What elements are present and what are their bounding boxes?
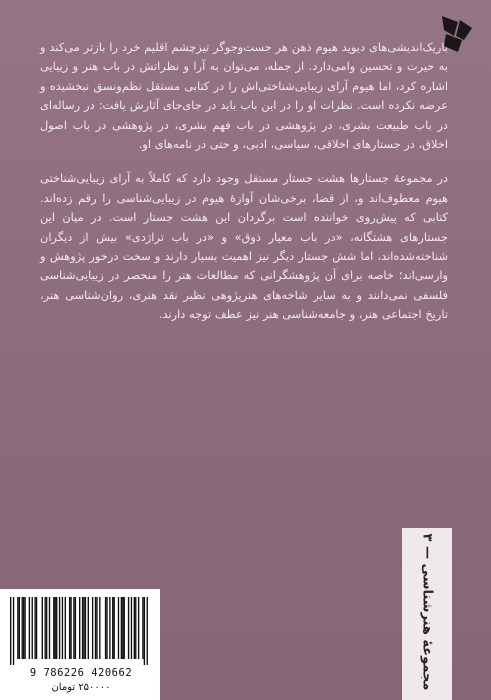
barcode-bar: [10, 597, 11, 665]
barcode-bar: [55, 597, 56, 659]
barcode-bar: [124, 597, 125, 659]
barcode-bar: [42, 597, 43, 659]
blurb-paragraph-2: در مجموعهٔ جستارها هشت جستار مستقل وجود دارد که کاملاً به آرای زیبایی‌شناختی هیوم معطوف‌اند و، از قضا، برخی‌شان آوازهٔ هیوم در زیبایی‌شناسی را رقم زده‌اند. کتابی که پیش‌روی خواننده است برگردان این هشت جستار است. در میان این جستارهای هشتگانه، «در باب معیار ذوق» و «در باب تراژدی» بیش از دیگران شناخته‌شده‌اند، اما شش جستار دیگر نیز اهمیت بسیار دارند و سخت درخور پژوهش و وارسی‌اند؛ خاصه برای آن پژوهشگرانی که مطالعات هنر را منحصر در زیبایی‌شناسی فلسفی نمی‌دانند و به سایر شاخه‌های هنرپژوهی نظیر نقد هنری، روان‌شناسی هنر، تاریخ اجتماعی هنر، و جامعه‌شناسی هنر نیز عطف توجه دارند.: [40, 171, 448, 322]
barcode-bar: [144, 597, 145, 665]
barcode-bar: [62, 597, 63, 659]
series-label: مجموعهٔ هنرشناسی — ۳: [419, 533, 435, 691]
barcode-bar: [85, 597, 86, 659]
barcode-bar: [96, 597, 97, 659]
barcode-bar: [49, 597, 50, 659]
barcode-bar: [56, 597, 57, 659]
barcode-bar: [135, 597, 136, 659]
blurb-text: [40, 38, 448, 325]
barcode-bar: [121, 597, 122, 659]
barcode-bar: [22, 597, 23, 659]
isbn-number: 9 786226 420662: [29, 667, 133, 679]
barcode-bar: [19, 597, 20, 659]
barcode-bar: [45, 597, 46, 659]
barcode-bar: [79, 597, 80, 659]
barcode-bar: [99, 597, 100, 659]
barcode-bar: [70, 597, 71, 659]
barcode-bar: [29, 597, 30, 659]
barcode-bar: [34, 597, 35, 659]
barcode-bar: [92, 597, 93, 659]
barcode-panel: [0, 589, 160, 700]
barcode-bar: [112, 597, 113, 659]
barcode-bar: [134, 597, 135, 659]
barcode-bar: [53, 597, 54, 659]
barcode-bar: [82, 597, 83, 659]
barcode-bar: [138, 597, 139, 659]
blurb-paragraph-1: باریک‌اندیشی‌های دیوید هیوم ذهن هر جست‌وجوگر تیزچشم اقلیم خرد را بازتر می‌کند و به حیرت و تحسین وامی‌دارد. از جمله، می‌توان به آرا و نظراتش در باب هنر و زیبایی اشاره کرد، اما هیوم آرای زیبایی‌شناختی‌اش را در کتابی مستقل نظم‌ونسق نبخشیده و عرضه نکرده است. نظرات او را در این باب باید در جای‌جای آثارش یافت: در رساله‌ای در باب طبیعت بشری، در پژوهشی در باب فهم بشری، در پژوهشی در باب اصول اخلاق، در جستارهای اخلاقی، سیاسی، ادبی، و حتی در نامه‌های او.: [40, 40, 448, 152]
barcode-bar: [32, 597, 33, 659]
barcode-bar: [109, 597, 110, 659]
barcode-bar: [17, 597, 18, 659]
barcode-bar: [118, 597, 119, 659]
barcode-bar: [23, 597, 24, 659]
barcode-bar: [105, 597, 106, 659]
barcode-bar: [95, 597, 96, 659]
barcode-bar: [128, 597, 129, 659]
barcode-bar: [131, 597, 132, 659]
price-label: ۲۵۰۰۰۰ تومان: [51, 682, 111, 693]
barcode-bar: [69, 597, 70, 659]
barcode-bar: [83, 597, 84, 659]
barcode-bar: [13, 597, 14, 665]
barcode-bar: [142, 597, 143, 659]
barcode-bar: [59, 597, 60, 659]
barcode-bar: [122, 597, 123, 659]
barcode-bar: [147, 597, 148, 665]
barcode-bar: [46, 597, 47, 659]
barcode-bar: [36, 597, 37, 659]
barcode-bar: [88, 597, 89, 659]
barcode-bar: [106, 597, 107, 659]
barcode-bar: [73, 597, 74, 659]
barcode-bar: [75, 597, 76, 659]
barcode-bar: [65, 597, 66, 659]
barcode-bar: [24, 597, 25, 659]
barcode-icon: [10, 597, 148, 665]
barcode-bar: [114, 597, 115, 659]
